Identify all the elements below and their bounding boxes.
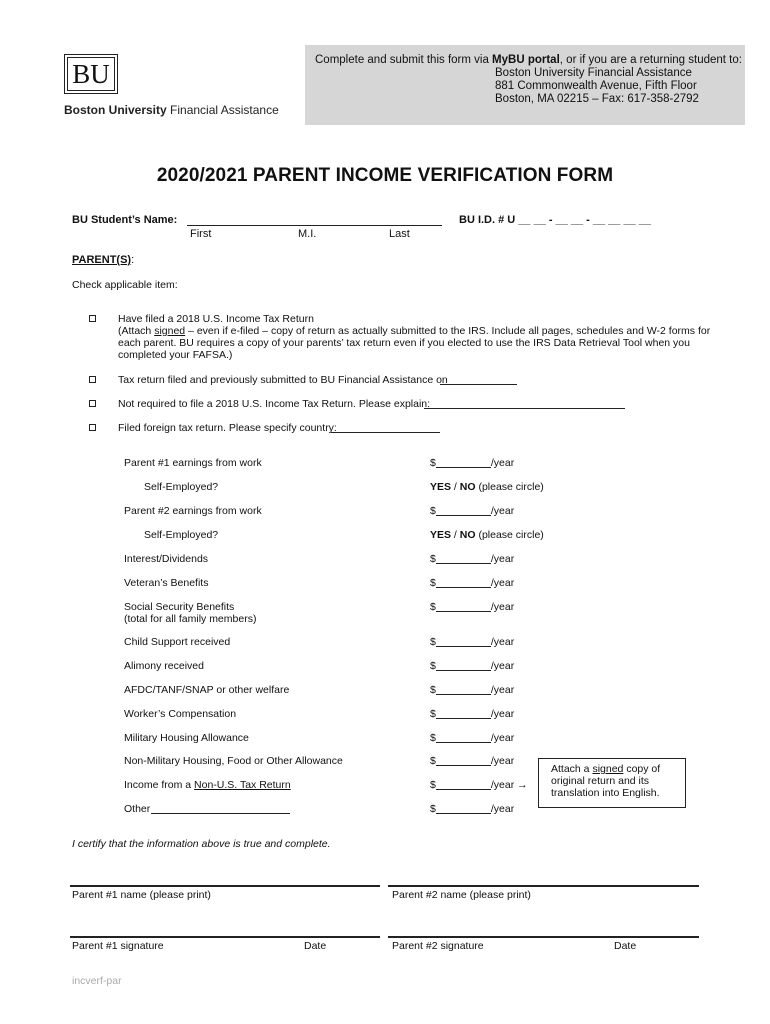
check-applicable-label: Check applicable item: (72, 279, 178, 291)
dollar-sign: $ (430, 684, 436, 696)
income-amount-parent2-earnings[interactable] (430, 505, 514, 517)
income-amount-welfare[interactable] (430, 684, 514, 696)
income-label-self-employed-2: Self-Employed? (144, 529, 219, 541)
parent1-name-label: Parent #1 name (please print) (72, 889, 211, 901)
income-label-alimony: Alimony received (124, 660, 204, 672)
no-text: NO (459, 529, 476, 541)
income-amount-interest-dividends[interactable] (430, 553, 514, 565)
slash: / (451, 529, 460, 541)
income-label-social-security: Social Security Benefits (124, 601, 235, 613)
address-line-2: 881 Commonwealth Avenue, Fifth Floor (495, 80, 697, 92)
submission-instructions-box (305, 45, 745, 125)
dollar-sign: $ (430, 779, 436, 791)
option-filed-return-line4: completed your FAFSA.) (118, 349, 233, 361)
per-year: /year (490, 577, 515, 589)
opt1-pre: (Attach (118, 325, 155, 337)
income-amount-other[interactable] (430, 803, 514, 815)
attach-post: copy of (623, 763, 661, 775)
attach-line-1 (551, 763, 685, 775)
certification-statement: I certify that the information above is true and complete. (72, 838, 331, 850)
option-previously-submitted-checkbox[interactable] (89, 376, 96, 383)
dollar-sign: $ (430, 660, 436, 672)
dollar-sign: $ (430, 457, 436, 469)
option-filed-return-line1: Have filed a 2018 U.S. Income Tax Return (118, 313, 314, 325)
last-name-caption: Last (389, 228, 410, 240)
attach-line-3: translation into English. (551, 787, 660, 799)
org-name (64, 103, 279, 117)
per-year: /year (490, 732, 515, 744)
form-code: incverf-par (72, 975, 122, 987)
parent2-signature-label: Parent #2 signature (392, 940, 484, 952)
attach-line-2: original return and its (551, 775, 650, 787)
instr-post: , or if you are a returning student to: (559, 54, 742, 66)
income-other-description-field[interactable] (151, 813, 290, 814)
income-amount-child-support[interactable] (430, 636, 514, 648)
income-amount-parent1-earnings[interactable] (430, 457, 514, 469)
instr-pre: Complete and submit this form via (315, 54, 493, 66)
dollar-sign: $ (430, 732, 436, 744)
self-employed-2-yes-no[interactable] (430, 529, 544, 541)
parents-heading-colon: : (131, 254, 135, 266)
mybu-portal-text: MyBU portal (492, 54, 560, 66)
per-year: /year (490, 803, 515, 815)
income-amount-military-housing[interactable] (430, 732, 514, 744)
parents-heading-text: PARENT(S) (72, 254, 132, 266)
foreign-country-field[interactable] (331, 432, 440, 433)
per-year: /year (490, 505, 515, 517)
per-year: /year (490, 755, 515, 767)
opt1-signed: signed (154, 325, 186, 337)
per-year: /year (490, 553, 515, 565)
option-foreign-return-label: Filed foreign tax return. Please specify country: (118, 422, 337, 434)
student-name-label: BU Student’s Name: (72, 214, 178, 226)
attach-pre: Attach a (551, 763, 593, 775)
parent1-name-line[interactable] (70, 885, 380, 887)
parent1-signature-line[interactable] (70, 936, 380, 938)
dollar-sign: $ (430, 505, 436, 517)
option-not-required-label: Not required to file a 2018 U.S. Income Tax Return. Please explain: (118, 398, 431, 410)
per-year: /year (490, 708, 515, 720)
dollar-sign: $ (430, 577, 436, 589)
option-filed-return-checkbox[interactable] (89, 315, 96, 322)
dollar-sign: $ (430, 803, 436, 815)
previously-submitted-date-field[interactable] (440, 384, 517, 385)
income-label-social-security-note: (total for all family members) (124, 613, 257, 625)
yes-text: YES (430, 529, 452, 541)
student-name-field[interactable] (187, 225, 442, 226)
address-line-1: Boston University Financial Assistance (495, 67, 692, 79)
dollar-sign: $ (430, 601, 436, 613)
form-title: 2020/2021 PARENT INCOME VERIFICATION FORM (156, 165, 614, 186)
income-label-military-housing: Military Housing Allowance (124, 732, 249, 744)
parents-heading (72, 254, 134, 267)
parent1-date-label: Date (304, 940, 327, 952)
income-amount-non-military-allowance[interactable] (430, 755, 514, 767)
please-circle: (please circle) (475, 481, 544, 493)
option-not-required-checkbox[interactable] (89, 400, 96, 407)
self-employed-1-yes-no[interactable] (430, 481, 544, 493)
parent1-signature-label: Parent #1 signature (72, 940, 164, 952)
dollar-sign: $ (430, 553, 436, 565)
income-label-other: Other (124, 803, 151, 815)
opt1-rest: – even if e-filed – copy of return as actually submitted to the IRS. Include all pages, schedules and W-2 forms for (185, 325, 711, 337)
not-required-explain-field[interactable] (424, 408, 625, 409)
per-year: /year (490, 457, 515, 469)
attach-signed: signed (592, 763, 624, 775)
bu-logo-text: BU (72, 58, 110, 89)
per-year: /year (490, 601, 515, 613)
income-amount-non-us-return[interactable] (430, 779, 528, 791)
income-label-welfare: AFDC/TANF/SNAP or other welfare (124, 684, 290, 696)
non-us-pre: Income from a (124, 779, 195, 791)
first-name-caption: First (190, 228, 212, 240)
income-label-non-military-allowance: Non-Military Housing, Food or Other Allowance (124, 755, 343, 767)
bu-id-field[interactable]: BU I.D. # U __ __ - __ __ - __ __ __ __ (459, 214, 652, 226)
income-label-parent2-earnings: Parent #2 earnings from work (124, 505, 262, 517)
yes-text: YES (430, 481, 452, 493)
option-foreign-return-checkbox[interactable] (89, 424, 96, 431)
income-label-veterans-benefits: Veteran’s Benefits (124, 577, 209, 589)
income-label-self-employed-1: Self-Employed? (144, 481, 219, 493)
bu-logo-text-wrap (64, 54, 118, 94)
option-filed-return-line2 (118, 325, 710, 337)
please-circle: (please circle) (475, 529, 544, 541)
mi-caption: M.I. (298, 228, 317, 240)
submission-instructions (315, 54, 742, 66)
income-amount-workers-comp[interactable] (430, 708, 514, 720)
per-year: /year (490, 684, 515, 696)
per-year: /year (490, 779, 515, 791)
parent2-name-line[interactable] (388, 885, 699, 887)
per-year: /year (490, 636, 515, 648)
option-filed-return-line3: each parent. BU requires a copy of your parents’ tax return even if you elected to use the IRS Data Retrieval Tool when you (118, 337, 690, 349)
income-label-child-support: Child Support received (124, 636, 231, 648)
per-year: /year (490, 660, 515, 672)
parent2-date-label: Date (614, 940, 637, 952)
parent2-name-label: Parent #2 name (please print) (392, 889, 531, 901)
parent2-signature-line[interactable] (388, 936, 699, 938)
income-amount-social-security[interactable] (430, 601, 514, 613)
org-name-bold: Boston University (64, 103, 167, 117)
right-arrow-icon: → (514, 779, 528, 791)
slash: / (451, 481, 460, 493)
option-previously-submitted-label: Tax return filed and previously submitted to BU Financial Assistance on (118, 374, 448, 386)
income-amount-veterans-benefits[interactable] (430, 577, 514, 589)
non-us-return-text: Non-U.S. Tax Return (194, 779, 291, 791)
dollar-sign: $ (430, 636, 436, 648)
income-label-parent1-earnings: Parent #1 earnings from work (124, 457, 262, 469)
org-name-light: Financial Assistance (170, 103, 279, 117)
income-label-non-us-return (124, 779, 291, 791)
income-label-interest-dividends: Interest/Dividends (124, 553, 209, 565)
dollar-sign: $ (430, 755, 436, 767)
no-text: NO (459, 481, 476, 493)
address-line-3: Boston, MA 02215 – Fax: 617-358-2792 (495, 93, 699, 105)
income-amount-alimony[interactable] (430, 660, 514, 672)
dollar-sign: $ (430, 708, 436, 720)
income-label-workers-comp: Worker’s Compensation (124, 708, 237, 720)
attach-translation-note (538, 758, 686, 808)
